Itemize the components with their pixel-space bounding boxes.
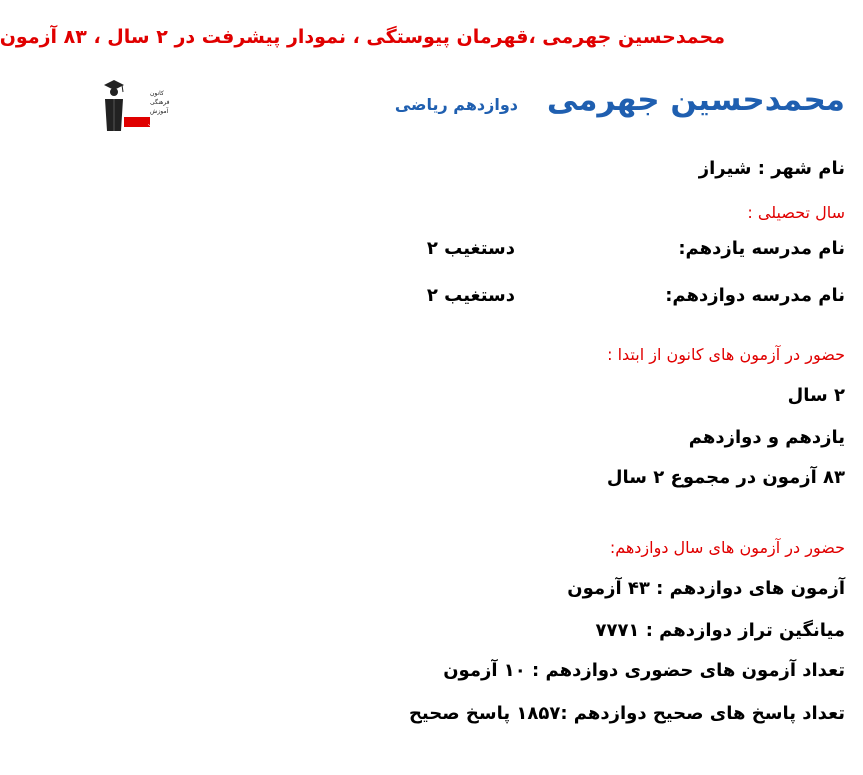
attendance-years: ۲ سال (787, 385, 845, 406)
school-12-label: نام مدرسه دوازدهم: (665, 285, 845, 306)
school-12-row (426, 285, 845, 311)
logo-text-2: فرهنگی (150, 99, 170, 106)
school-12-value: دستغیب ۲ (426, 285, 515, 306)
logo-text-4: قلم‌چی (148, 120, 166, 127)
attendance-year-heading: حضور در آزمون های سال دوازدهم: (609, 538, 845, 557)
avg-taraz-line: میانگین تراز دوازدهم : ۷۷۷۱ (595, 620, 845, 641)
attendance-total-heading: حضور در آزمون های کانون از ابتدا : (607, 345, 845, 364)
school-11-label: نام مدرسه یازدهم: (678, 238, 845, 259)
academic-year-label: سال تحصیلی : (747, 203, 845, 222)
city-line: نام شهر : شیراز (698, 158, 845, 179)
page-title: محمدحسین جهرمی ،قهرمان پیوستگی ، نمودار پیشرفت در ۲ سال ، ۸۳ آزمون (0, 26, 725, 48)
student-name: محمدحسین جهرمی (546, 82, 845, 118)
in-person-exams-line: تعداد آزمون های حضوری دوازدهم : ۱۰ آزمون (443, 660, 845, 681)
attendance-grades: یازدهم و دوازدهم (688, 427, 845, 448)
school-11-value: دستغیب ۲ (426, 238, 515, 259)
grade-label: دوازدهم ریاضی (394, 95, 518, 114)
kanoon-logo (102, 75, 170, 140)
attendance-total-count: ۸۳ آزمون در مجموع ۲ سال (606, 467, 845, 488)
logo-text-1: کانون (150, 90, 164, 97)
exams-12-line: آزمون های دوازدهم : ۴۳ آزمون (567, 578, 845, 599)
school-11-row (426, 238, 845, 264)
correct-answers-line: تعداد پاسخ های صحیح دوازدهم :۱۸۵۷ پاسخ صحیح (408, 703, 845, 724)
logo-text-3: آموزش (150, 108, 169, 115)
